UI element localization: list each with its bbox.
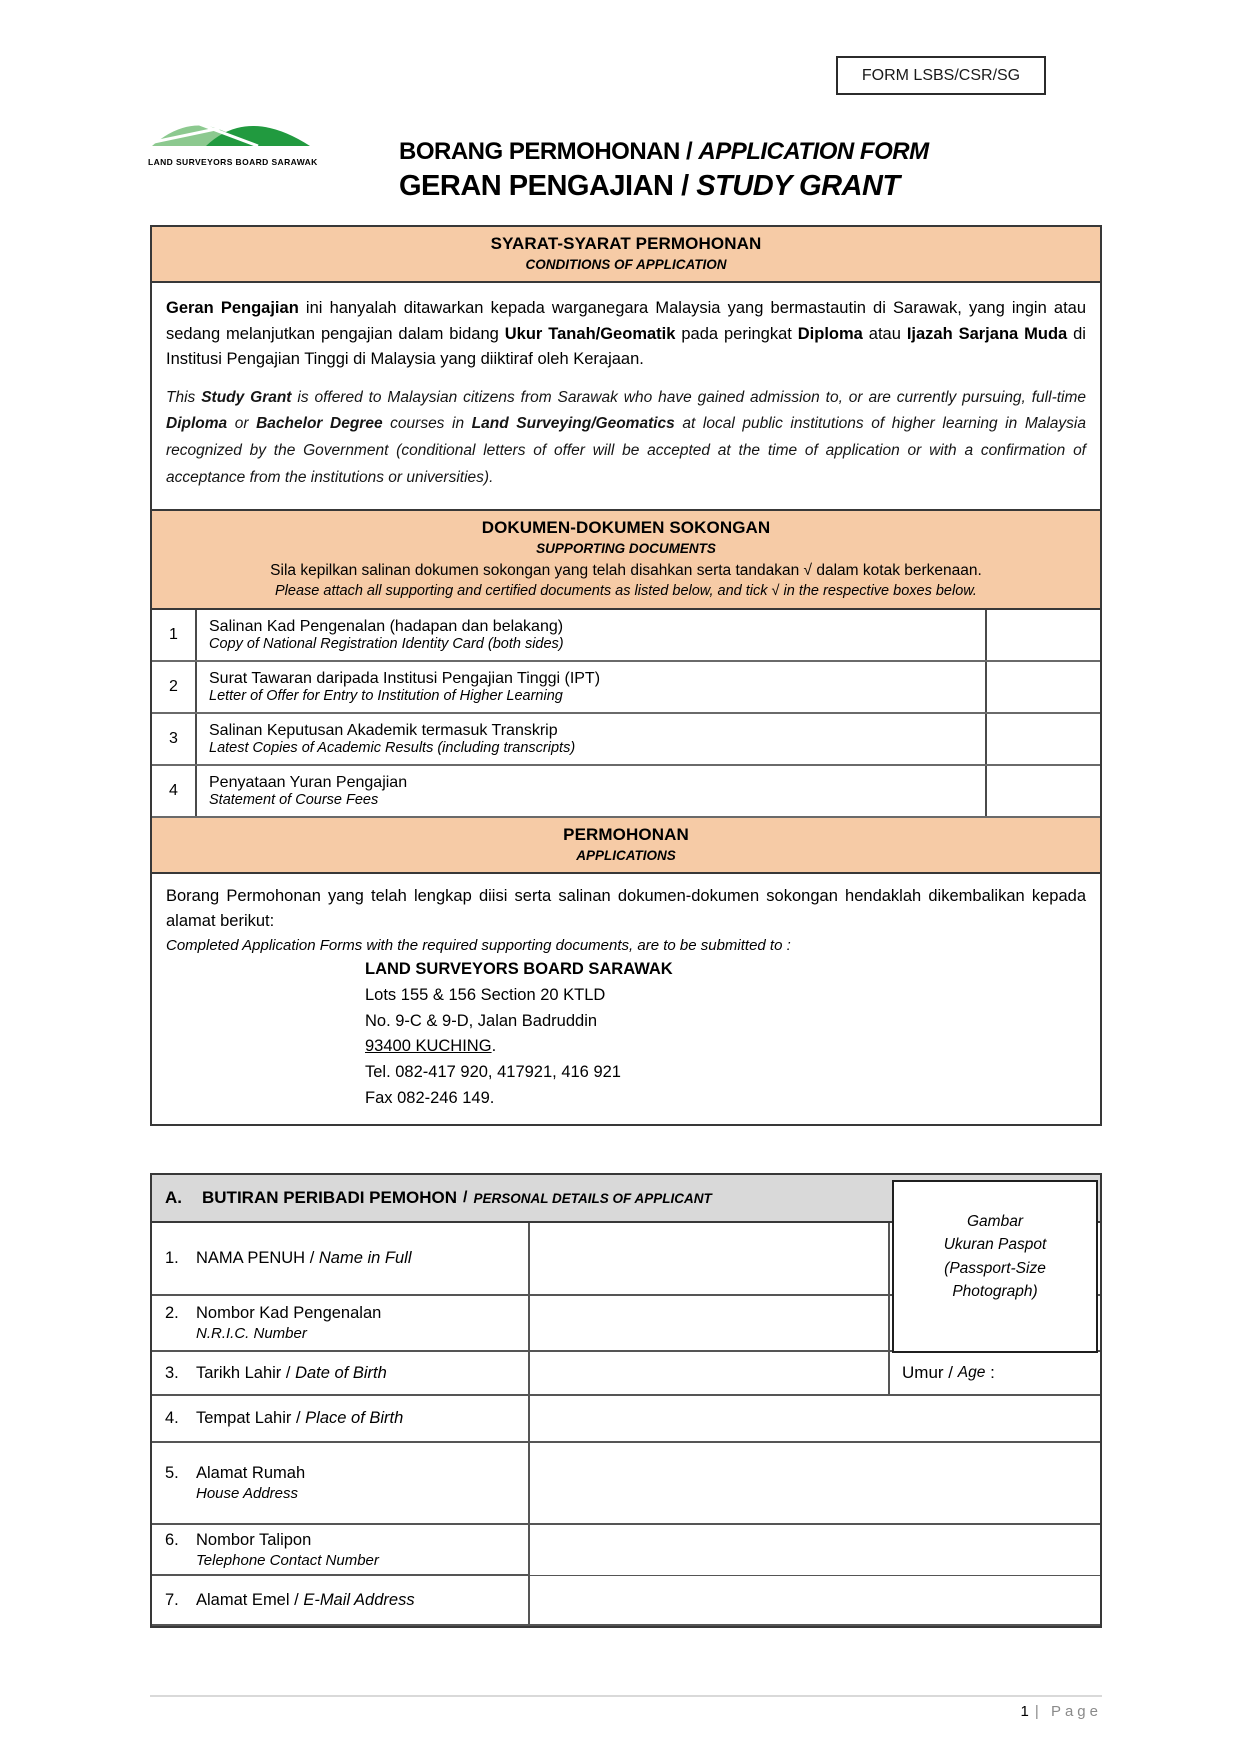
section-a-title-my: BUTIRAN PERIBADI PEMOHON (202, 1188, 458, 1207)
field-label-name: 1. NAMA PENUH / Name in Full (152, 1223, 530, 1294)
footer-divider (150, 1695, 1102, 1697)
section-a-header: A. BUTIRAN PERIBADI PEMOHON / PERSONAL DETAILS OF APPLICANT (152, 1175, 1100, 1223)
document-row-3 (152, 714, 1100, 766)
conditions-body (152, 283, 1100, 509)
conditions-heading-my: SYARAT-SYARAT PERMOHONAN (490, 234, 762, 253)
field-label-email: 7. Alamat Emel / E-Mail Address (152, 1576, 530, 1624)
conditions-heading-en: CONDITIONS OF APPLICATION (525, 257, 727, 272)
title-en: APPLICATION FORM (698, 138, 929, 165)
document-description: Penyataan Yuran Pengajian Statement of Course Fees (209, 773, 408, 808)
documents-header-band (152, 509, 1100, 610)
section-a-title-en: PERSONAL DETAILS OF APPLICANT (473, 1190, 712, 1206)
subtitle-en: STUDY GRANT (696, 170, 900, 202)
form-code-box (836, 56, 1046, 95)
document-description: Salinan Keputusan Akademik termasuk Transkrip Latest Copies of Academic Results (including transcripts) (209, 721, 576, 756)
document-row-4 (152, 766, 1100, 818)
field-row-phone (152, 1525, 1100, 1576)
field-row-email (152, 1576, 1100, 1626)
lsbs-logo-icon (148, 106, 314, 156)
conditions-paragraph-my: Geran Pengajian ini hanyalah ditawarkan kepada warganegara Malaysia yang bermastautin di Sarawak, yang ingin atau sedang melanjutkan pengajian dalam bidang Ukur Tanah/Geomatik pada peringkat Diploma atau Ijazah Sarjana Muda di Institusi Pengajian Tinggi di Malaysia yang diiktiraf oleh Kerajaan. (166, 299, 1087, 369)
field-label-pob: 4. Tempat Lahir / Place of Birth (152, 1396, 530, 1441)
title-line-2: GERAN PENGAJIAN / STUDY GRANT (399, 170, 900, 202)
address-line-1: Lots 155 & 156 Section 20 KTLD (365, 985, 606, 1004)
document-description: Salinan Kad Pengenalan (hadapan dan belakang) Copy of National Registration Identity Card (both sides) (209, 617, 564, 652)
field-row-dob (152, 1352, 1100, 1396)
page-number: 1 | Page (1020, 1703, 1102, 1720)
document-row-1 (152, 610, 1100, 662)
field-label-nric: 2. Nombor Kad Pengenalan N.R.I.C. Number (152, 1296, 530, 1350)
address-city-line: 93400 KUCHING. (365, 1037, 497, 1056)
name-input[interactable] (530, 1223, 890, 1294)
documents-intro-my: Sila kepilkan salinan dokumen sokongan yang telah disahkan serta tandakan √ dalam kotak berkenaan. (270, 562, 982, 580)
nric-input[interactable] (530, 1296, 890, 1350)
page-title (399, 138, 929, 203)
address-org-name: LAND SURVEYORS BOARD SARAWAK (365, 959, 673, 978)
field-label-dob: 3. Tarikh Lahir / Date of Birth (152, 1352, 530, 1394)
doc-checkbox-1[interactable] (985, 610, 1100, 660)
applications-body (152, 874, 1100, 1124)
doc-checkbox-3[interactable] (985, 714, 1100, 764)
applications-header-band (152, 818, 1100, 874)
doc-checkbox-4[interactable] (985, 766, 1100, 816)
subtitle-my: GERAN PENGAJIAN (399, 170, 674, 202)
address-tel: Tel. 082-417 920, 417921, 416 921 (365, 1063, 621, 1082)
applications-heading-en: APPLICATIONS (576, 848, 676, 864)
logo-caption: LAND SURVEYORS BOARD SARAWAK (148, 157, 318, 167)
field-row-pob (152, 1396, 1100, 1443)
doc-checkbox-2[interactable] (985, 662, 1100, 712)
email-input[interactable] (530, 1576, 1100, 1624)
documents-heading-my: DOKUMEN-DOKUMEN SOKONGAN (481, 518, 771, 538)
pob-input[interactable] (530, 1396, 1100, 1441)
document-number: 3 (152, 714, 197, 764)
submission-address (365, 957, 1086, 1112)
section-letter: A. (165, 1188, 182, 1207)
address-fax: Fax 082-246 149. (365, 1089, 495, 1108)
document-number: 2 (152, 662, 197, 712)
address-line-2: No. 9-C & 9-D, Jalan Badruddin (365, 1011, 598, 1030)
field-label-phone: 6. Nombor Talipon Telephone Contact Number (152, 1525, 530, 1575)
applications-heading-my: PERMOHONAN (563, 825, 689, 845)
applications-paragraph-en: Completed Application Forms with the required supporting documents, are to be submitted to : (166, 936, 791, 954)
conditions-header-band (152, 227, 1100, 283)
document-number: 1 (152, 610, 197, 660)
age-field[interactable]: Umur / Age : (902, 1363, 995, 1382)
title-my: BORANG PERMOHONAN (399, 138, 680, 165)
dob-input[interactable] (530, 1352, 890, 1394)
document-description: Surat Tawaran daripada Institusi Pengajian Tinggi (IPT) Letter of Offer for Entry to Institution of Higher Learning (209, 669, 601, 704)
title-line-1: BORANG PERMOHONAN / APPLICATION FORM (399, 138, 929, 165)
applications-paragraph-my: Borang Permohonan yang telah lengkap diisi serta salinan dokumen-dokumen sokongan hendaklah dikembalikan kepada alamat berikut: (166, 887, 1086, 931)
form-code-text: FORM LSBS/CSR/SG (861, 66, 1021, 84)
document-number: 4 (152, 766, 197, 816)
phone-input[interactable] (530, 1525, 1100, 1575)
field-row-address (152, 1443, 1100, 1525)
house-address-input[interactable] (530, 1443, 1100, 1523)
info-table (150, 225, 1102, 1126)
lsbs-logo (148, 106, 318, 167)
photo-box[interactable]: Gambar Ukuran Paspot (Passport-Size Photograph) (892, 1180, 1098, 1353)
conditions-paragraph-en: This Study Grant is offered to Malaysian citizens from Sarawak who have gained admission to, or are currently pursuing, full-time Diploma or Bachelor Degree courses in Land Surveying/Geomatics at local public institutions of higher learning in Malaysia recognized by the Government (conditional letters of offer will be accepted at the time of application or with a confirmation of acceptance from the institutions or universities). (166, 388, 1087, 486)
documents-heading-en: SUPPORTING DOCUMENTS (536, 541, 716, 557)
section-a-personal-details (150, 1173, 1102, 1628)
document-row-2 (152, 662, 1100, 714)
documents-intro-en: Please attach all supporting and certified documents as listed below, and tick √ in the respective boxes below. (275, 583, 977, 600)
field-label-address: 5. Alamat Rumah House Address (152, 1443, 530, 1523)
